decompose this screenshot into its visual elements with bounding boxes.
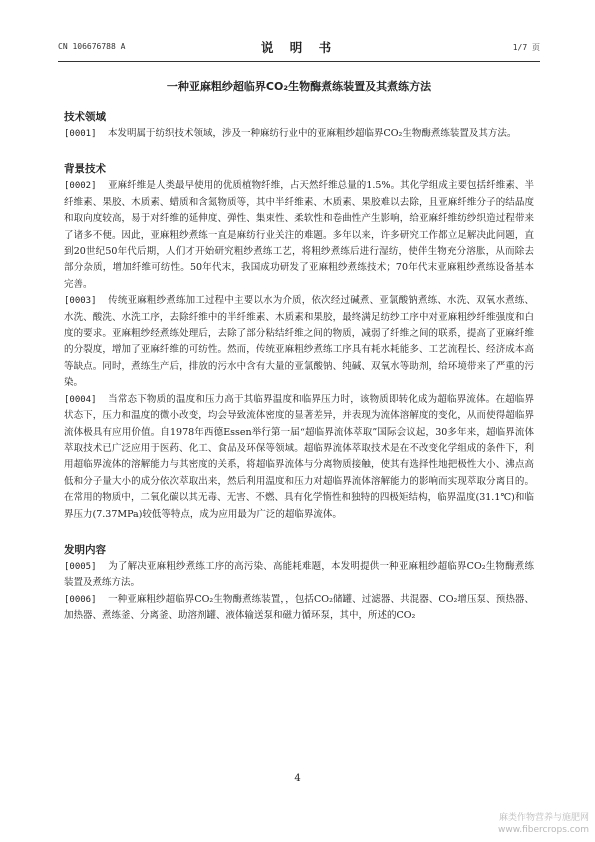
- paragraph-number: [0002]: [64, 181, 97, 192]
- paragraph-text: 为了解决亚麻粗纱煮练工序的高污染、高能耗难题，本发明提供一种亚麻粗纱超临界CO₂生物酶煮练装置及煮练方法。: [64, 560, 534, 589]
- section-heading: 发明内容: [64, 543, 106, 556]
- paragraph-0002: [64, 178, 534, 293]
- watermark-site-name: 麻类作物营养与施肥网: [498, 813, 589, 823]
- header-divider: [58, 61, 540, 62]
- paragraph-text: 当常态下物质的温度和压力高于其临界温度和临界压力时，该物质即转化成为超临界流体。在超临界状态下，压力和温度的微小改变，均会导致流体密度的显著差异，并表现为流体溶解度的变化，从而使得超临界流体极具有应用价值。自1978年西德Essen举行第一届“超临界流体萃取”国际会议起，30多年来，超临界流体萃取技术已广泛应用于医药、化工、食品及环保等领域。超临界流体萃取技术是在不改变化学组成的条件下，利用超临界流体的溶解能力与其密度的关系，将超临界流体与分离物质接触，使其有选择性地把极性大小、沸点高低和分子量大小的成分依次萃取出来，然后利用温度和压力对超临界流体溶解能力的影响而实现萃取分离目的。在常用的物质中，二氧化碳以其无毒、无害、不燃、具有化学惰性和独特的四极矩结构，临界温度(31.1℃)和临界压力(7.37MPa)较低等特点，成为应用最为广泛的超临界流体。: [64, 393, 534, 520]
- paragraph-0005: [64, 559, 534, 592]
- watermark: [498, 812, 589, 836]
- section-heading: 技术领域: [64, 111, 106, 123]
- document-body: [64, 108, 534, 625]
- paragraph-0001: [64, 126, 534, 142]
- paragraph-text: 传统亚麻粗纱煮练加工过程中主要以水为介质，依次经过碱煮、亚氯酸钠煮练、水洗、双氧水煮练、水洗、酸洗、水洗工序，去除纤维中的半纤维素、木质素和果胶，最终满足纺纱工序中对亚麻粗纱纤维强度和白度的要求。亚麻粗纱经煮练处理后，去除了部分粘结纤维之间的物质，减弱了纤维之间的联系，提高了亚麻纤维的分裂度，增加了亚麻纤维的可纺性。然而，传统亚麻粗纱煮练工序具有耗水耗能多、工艺流程长、经济成本高等缺点。同时，煮练生产后，排放的污水中含有大量的亚氯酸钠、纯碱、双氧水等助剂，给环境带来了严重的污染。: [64, 295, 534, 389]
- page-header: [58, 38, 540, 58]
- page-indicator: 1/7 页: [512, 43, 540, 52]
- patent-number: CN 106676788 A: [58, 42, 126, 51]
- section-heading: 背景技术: [64, 163, 106, 176]
- paragraph-number: [0005]: [64, 561, 97, 572]
- paragraph-0004: [64, 392, 534, 523]
- paragraph-number: [0001]: [64, 129, 97, 139]
- section-invention: [64, 541, 534, 625]
- watermark-url: www.fibercrops.com: [498, 825, 589, 835]
- paragraph-text: 本发明属于纺织技术领域，涉及一种麻纺行业中的亚麻粗纱超临界CO₂生物酶煮练装置及其方法。: [108, 128, 517, 139]
- page-number: 4: [294, 773, 301, 784]
- paragraph-text: 亚麻纤维是人类最早使用的优质植物纤维，占天然纤维总量的1.5%。其化学组成主要包括纤维素、半纤维素、果胶、木质素、蜡质和含氮物质等，其中半纤维素、木质素、果胶难以去除，且亚麻纤维分子的结晶度和取向度较高，易于对纤维的延伸度、弹性、集束性、柔软性和卷曲性产生影响，给亚麻纤维纺纱织造过程带来了诸多不便。因此，亚麻粗纱煮练一直是麻纺行业关注的难题。多年以来，许多研究工作都立足解决此问题，直到20世纪50年代后期，人们才开始研究粗纱煮练工艺，将粗纱煮练后进行湿纺，使伴生物充分溶胀，从而除去部分杂质，增加纤维可纺性。50年代末，我国成功研发了亚麻粗纱煮练技术；70年代末亚麻粗纱煮练设备基本完善。: [64, 180, 534, 290]
- section-tech-field: [64, 108, 534, 142]
- paragraph-text: 一种亚麻粗纱超临界CO₂生物酶煮练装置，，包括CO₂储罐、过滤器、共混器、CO₂增压泵、预热器、加热器、煮练釜、分离釜、助溶剂罐、液体输送泵和磁力循环泵，其中，所述的CO₂: [64, 593, 534, 622]
- paragraph-0003: [64, 293, 534, 391]
- paragraph-number: [0004]: [64, 394, 97, 405]
- document-title: 一种亚麻粗纱超临界CO₂生物酶煮练装置及其煮练方法: [166, 80, 432, 93]
- paragraph-number: [0006]: [64, 594, 97, 605]
- doc-type: 说 明 书: [260, 40, 338, 55]
- paragraph-number: [0003]: [64, 296, 97, 307]
- paragraph-0006: [64, 592, 534, 625]
- section-background: [64, 160, 534, 523]
